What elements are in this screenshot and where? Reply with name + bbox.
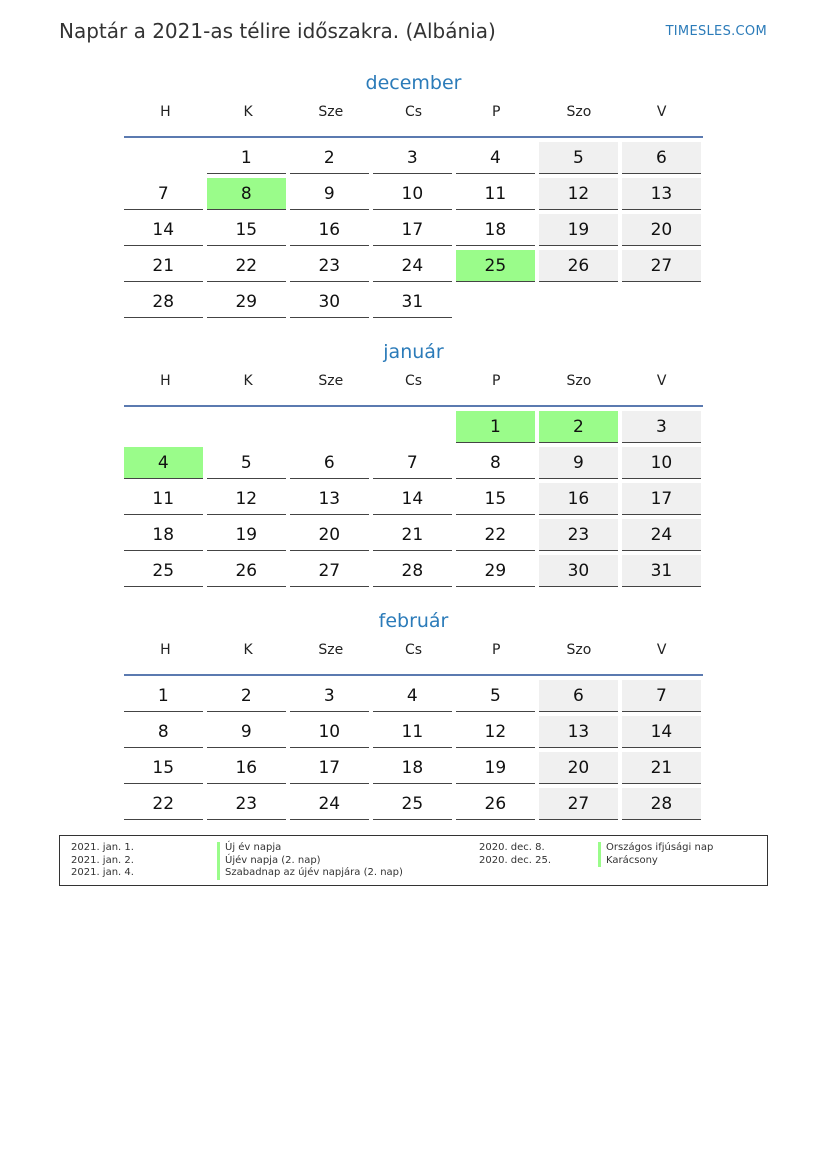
month-name: február: [378, 610, 449, 632]
weekday-label: Cs: [404, 104, 423, 120]
day-cell: 30: [539, 555, 618, 587]
week-row: [124, 138, 703, 174]
weekday-label: Cs: [404, 642, 423, 658]
day-cell: 7: [622, 680, 701, 712]
day-cell: 3: [373, 142, 452, 174]
week-row: [124, 407, 703, 443]
month-name: december: [365, 72, 462, 94]
day-cell: 8: [207, 178, 286, 210]
day-cell: 9: [207, 716, 286, 748]
weekday-label: Sze: [318, 104, 344, 120]
day-cell: 5: [207, 447, 286, 479]
legend-date: 2021. jan. 4.: [71, 867, 134, 878]
day-cell: 1: [124, 680, 203, 712]
day-cell: 23: [207, 788, 286, 820]
day-cell: 21: [124, 250, 203, 282]
week-row: [124, 174, 703, 210]
day-cell: 6: [290, 447, 369, 479]
weekday-label: K: [243, 373, 253, 389]
day-cell: 25: [124, 555, 203, 587]
day-cell: 13: [622, 178, 701, 210]
day-cell: 8: [124, 716, 203, 748]
day-cell: 28: [622, 788, 701, 820]
day-cell: 26: [207, 555, 286, 587]
empty-day-cell: [539, 286, 618, 318]
day-cell: 20: [290, 519, 369, 551]
day-cell: 5: [456, 680, 535, 712]
day-cell: 6: [539, 680, 618, 712]
weekday-label: H: [160, 373, 171, 389]
day-cell: 17: [373, 214, 452, 246]
month-calendar: [124, 70, 703, 318]
day-cell: 10: [373, 178, 452, 210]
day-cell: 14: [373, 483, 452, 515]
day-cell: 14: [622, 716, 701, 748]
day-cell: 4: [456, 142, 535, 174]
day-cell: 27: [539, 788, 618, 820]
week-row: [124, 784, 703, 820]
page-title: Naptár a 2021-as télire időszakra. (Albánia): [59, 19, 496, 43]
day-cell: 27: [290, 555, 369, 587]
day-cell: 15: [456, 483, 535, 515]
day-cell: 22: [456, 519, 535, 551]
legend-date: 2020. dec. 25.: [479, 854, 552, 866]
empty-day-cell: [622, 286, 701, 318]
day-cell: 16: [290, 214, 369, 246]
day-cell: 4: [373, 680, 452, 712]
weekday-label: Szo: [566, 373, 592, 389]
day-cell: 30: [290, 286, 369, 318]
weekday-label: Sze: [318, 642, 344, 658]
day-cell: 14: [124, 214, 203, 246]
day-cell: 19: [539, 214, 618, 246]
day-cell: 19: [456, 752, 535, 784]
day-cell: 16: [539, 483, 618, 515]
day-cell: 21: [373, 519, 452, 551]
day-cell: 6: [622, 142, 701, 174]
legend-names-right: [598, 842, 713, 867]
weekday-label: Szo: [566, 104, 592, 120]
legend-names-left: [217, 842, 403, 880]
weekday-label: Szo: [566, 642, 592, 658]
legend-date: 2020. dec. 8.: [479, 842, 545, 853]
day-cell: 12: [539, 178, 618, 210]
day-cell: 24: [290, 788, 369, 820]
day-cell: 31: [373, 286, 452, 318]
day-cell: 25: [373, 788, 452, 820]
day-cell: 28: [373, 555, 452, 587]
holiday-legend: [59, 835, 768, 886]
week-row: [124, 676, 703, 712]
day-cell: 29: [207, 286, 286, 318]
week-row: [124, 282, 703, 318]
day-cell: 15: [207, 214, 286, 246]
weekday-label: Cs: [404, 373, 423, 389]
day-cell: 10: [290, 716, 369, 748]
day-cell: 12: [456, 716, 535, 748]
week-row: [124, 210, 703, 246]
day-cell: 27: [622, 250, 701, 282]
weekday-label: P: [492, 642, 501, 658]
day-cell: 2: [539, 411, 618, 443]
legend-holiday-name: Új év napja: [217, 842, 403, 855]
weekday-label: H: [160, 642, 171, 658]
day-cell: 1: [207, 142, 286, 174]
weekday-label: K: [243, 104, 253, 120]
day-cell: 28: [124, 286, 203, 318]
day-cell: 2: [207, 680, 286, 712]
weekday-label: Sze: [318, 373, 344, 389]
day-cell: 1: [456, 411, 535, 443]
weekday-header: [124, 365, 703, 407]
legend-holiday-name: Országos ifjúsági nap: [598, 842, 713, 855]
weekday-label: P: [492, 104, 501, 120]
day-cell: 7: [124, 178, 203, 210]
weekday-label: H: [160, 104, 171, 120]
day-cell: 26: [539, 250, 618, 282]
empty-day-cell: [124, 142, 203, 174]
day-cell: 31: [622, 555, 701, 587]
day-cell: 13: [539, 716, 618, 748]
legend-holiday-name: Karácsony: [598, 855, 713, 868]
day-cell: 20: [622, 214, 701, 246]
day-cell: 9: [539, 447, 618, 479]
weekday-label: V: [656, 104, 667, 120]
empty-day-cell: [456, 286, 535, 318]
day-cell: 8: [456, 447, 535, 479]
weekday-header: [124, 634, 703, 676]
day-cell: 19: [207, 519, 286, 551]
day-cell: 23: [539, 519, 618, 551]
day-cell: 11: [124, 483, 203, 515]
day-cell: 12: [207, 483, 286, 515]
day-cell: 18: [456, 214, 535, 246]
day-cell: 17: [622, 483, 701, 515]
week-row: [124, 443, 703, 479]
day-cell: 26: [456, 788, 535, 820]
day-cell: 3: [290, 680, 369, 712]
day-cell: 22: [207, 250, 286, 282]
empty-day-cell: [124, 411, 203, 443]
day-cell: 11: [456, 178, 535, 210]
day-cell: 7: [373, 447, 452, 479]
legend-holiday-name: Szabadnap az újév napjára (2. nap): [217, 867, 403, 880]
week-row: [124, 712, 703, 748]
empty-day-cell: [373, 411, 452, 443]
weekday-label: P: [492, 373, 501, 389]
week-row: [124, 246, 703, 282]
week-row: [124, 748, 703, 784]
day-cell: 22: [124, 788, 203, 820]
month-name: január: [383, 341, 444, 363]
day-cell: 24: [373, 250, 452, 282]
month-calendar: [124, 339, 703, 587]
day-cell: 3: [622, 411, 701, 443]
week-row: [124, 551, 703, 587]
day-cell: 17: [290, 752, 369, 784]
day-cell: 9: [290, 178, 369, 210]
day-cell: 5: [539, 142, 618, 174]
day-cell: 18: [124, 519, 203, 551]
day-cell: 2: [290, 142, 369, 174]
weekday-label: V: [656, 642, 667, 658]
day-cell: 15: [124, 752, 203, 784]
empty-day-cell: [290, 411, 369, 443]
day-cell: 18: [373, 752, 452, 784]
day-cell: 24: [622, 519, 701, 551]
legend-date: 2021. jan. 1.: [71, 842, 134, 853]
day-cell: 11: [373, 716, 452, 748]
day-cell: 16: [207, 752, 286, 784]
day-cell: 13: [290, 483, 369, 515]
week-row: [124, 515, 703, 551]
day-cell: 29: [456, 555, 535, 587]
week-row: [124, 479, 703, 515]
weekday-label: V: [656, 373, 667, 389]
month-calendar: [124, 608, 703, 820]
day-cell: 23: [290, 250, 369, 282]
empty-day-cell: [207, 411, 286, 443]
legend-holiday-name: Újév napja (2. nap): [217, 855, 403, 868]
legend-dates-left: [71, 842, 134, 880]
weekday-label: K: [243, 642, 253, 658]
weekday-header: [124, 96, 703, 138]
day-cell: 21: [622, 752, 701, 784]
day-cell: 10: [622, 447, 701, 479]
day-cell: 4: [124, 447, 203, 479]
legend-date: 2021. jan. 2.: [71, 854, 134, 866]
day-cell: 25: [456, 250, 535, 282]
day-cell: 20: [539, 752, 618, 784]
site-link[interactable]: TIMESLES.COM: [665, 24, 767, 39]
legend-dates-right: [479, 842, 551, 867]
